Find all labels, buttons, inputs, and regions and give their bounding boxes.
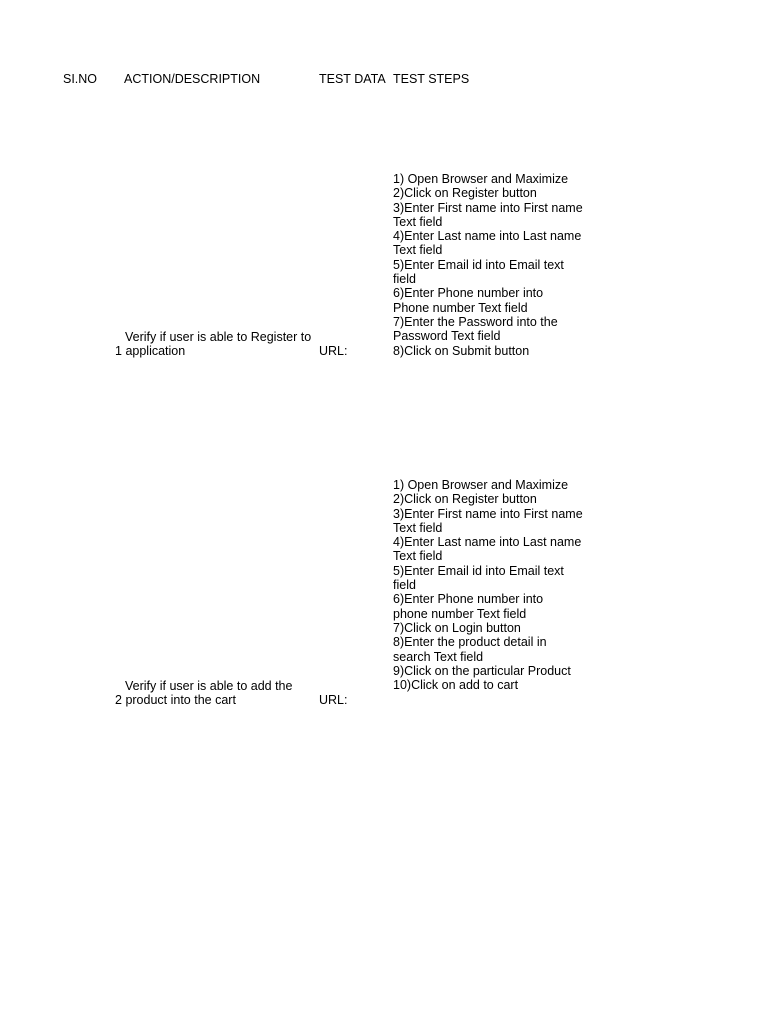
row-2-test-steps [393, 478, 593, 692]
row-2-test-data: URL: [319, 693, 348, 707]
row-2-step-5: 5)Enter Email id into Email text field [393, 563, 564, 593]
row-2-step-9: 9)Click on the particular Product [393, 663, 571, 678]
row-2-step-2: 2)Click on Register button [393, 492, 537, 507]
header-test-data: TEST DATA [319, 72, 386, 86]
row-2-step-6: 6)Enter Phone number into phone number Text field [393, 592, 544, 621]
row-2-step-1: 1) Open Browser and Maximize [393, 478, 569, 492]
row-1-number: 1 [115, 344, 122, 358]
row-1-step-5: 5)Enter Email id into Email text field [393, 257, 564, 287]
row-1-test-data: URL: [319, 344, 348, 358]
row-1-test-steps [393, 172, 593, 358]
row-2-description [115, 679, 320, 707]
row-1-step-8: 8)Click on Submit button [393, 343, 530, 358]
row-2-description-line-1: Verify if user is able to add the [125, 679, 293, 693]
row-1-description-line-2 [115, 344, 320, 358]
row-2-step-10: 10)Click on add to cart [393, 678, 519, 693]
row-1-step-6: 6)Enter Phone number into Phone number Text field [393, 286, 544, 315]
row-2-step-4: 4)Enter Last name into Last name Text field [393, 535, 582, 564]
header-action-description: ACTION/DESCRIPTION [124, 72, 261, 86]
row-1-step-1: 1) Open Browser and Maximize [393, 172, 569, 186]
row-1-step-4: 4)Enter Last name into Last name Text field [393, 229, 582, 258]
row-2-number: 2 [115, 693, 122, 707]
row-1-step-7: 7)Enter the Password into the Password Text field [393, 314, 558, 344]
row-1-step-3: 3)Enter First name into First name Text field [393, 200, 583, 229]
row-2-description-line-2 [115, 693, 320, 707]
row-2-step-3: 3)Enter First name into First name Text field [393, 506, 583, 535]
row-1-description-line-1: Verify if user is able to Register to [125, 330, 312, 344]
row-2-step-8: 8)Enter the product detail in search Text field [393, 635, 547, 664]
row-1-step-2: 2)Click on Register button [393, 186, 537, 201]
row-1-description [115, 330, 320, 358]
row-1-description-text: application [125, 344, 186, 358]
row-2-description-text: product into the cart [125, 693, 236, 707]
header-si-no: SI.NO [63, 72, 98, 86]
header-test-steps: TEST STEPS [393, 72, 470, 86]
row-2-step-7: 7)Click on Login button [393, 620, 521, 635]
